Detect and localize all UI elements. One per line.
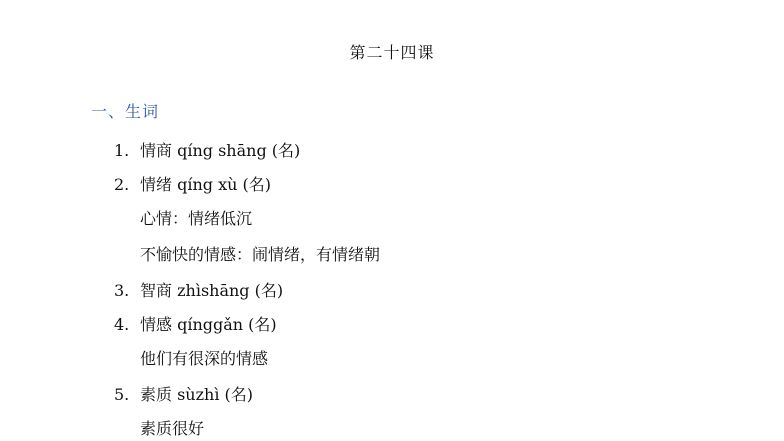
item-number: 3. xyxy=(114,281,130,300)
vocab-item-2 xyxy=(114,175,271,195)
item-number: 5. xyxy=(114,385,130,404)
item-number: 4. xyxy=(114,315,130,334)
item-text: 情商 qíng shāng (名) xyxy=(140,141,301,160)
vocab-item-4 xyxy=(114,315,277,335)
vocab-example: 心情：情绪低沉 xyxy=(140,209,253,228)
vocab-item-1 xyxy=(114,141,300,161)
item-text: 智商 zhìshāng (名) xyxy=(140,281,284,300)
vocab-item-3 xyxy=(114,281,283,301)
section-heading-vocabulary: 一、生词 xyxy=(91,102,160,121)
item-text: 素质 sùzhì (名) xyxy=(140,385,254,404)
vocab-example: 他们有很深的情感 xyxy=(140,349,269,368)
item-text: 情感 qínggǎn (名) xyxy=(140,315,277,334)
page-title: 第二十四课 xyxy=(349,43,435,62)
item-text: 情绪 qíng xù (名) xyxy=(140,175,271,194)
item-number: 2. xyxy=(114,175,130,194)
vocab-example: 素质很好 xyxy=(140,419,205,438)
vocab-example: 不愉快的情感：闹情绪，有情绪朝 xyxy=(140,245,381,264)
item-number: 1. xyxy=(114,141,130,160)
vocab-item-5 xyxy=(114,385,253,405)
